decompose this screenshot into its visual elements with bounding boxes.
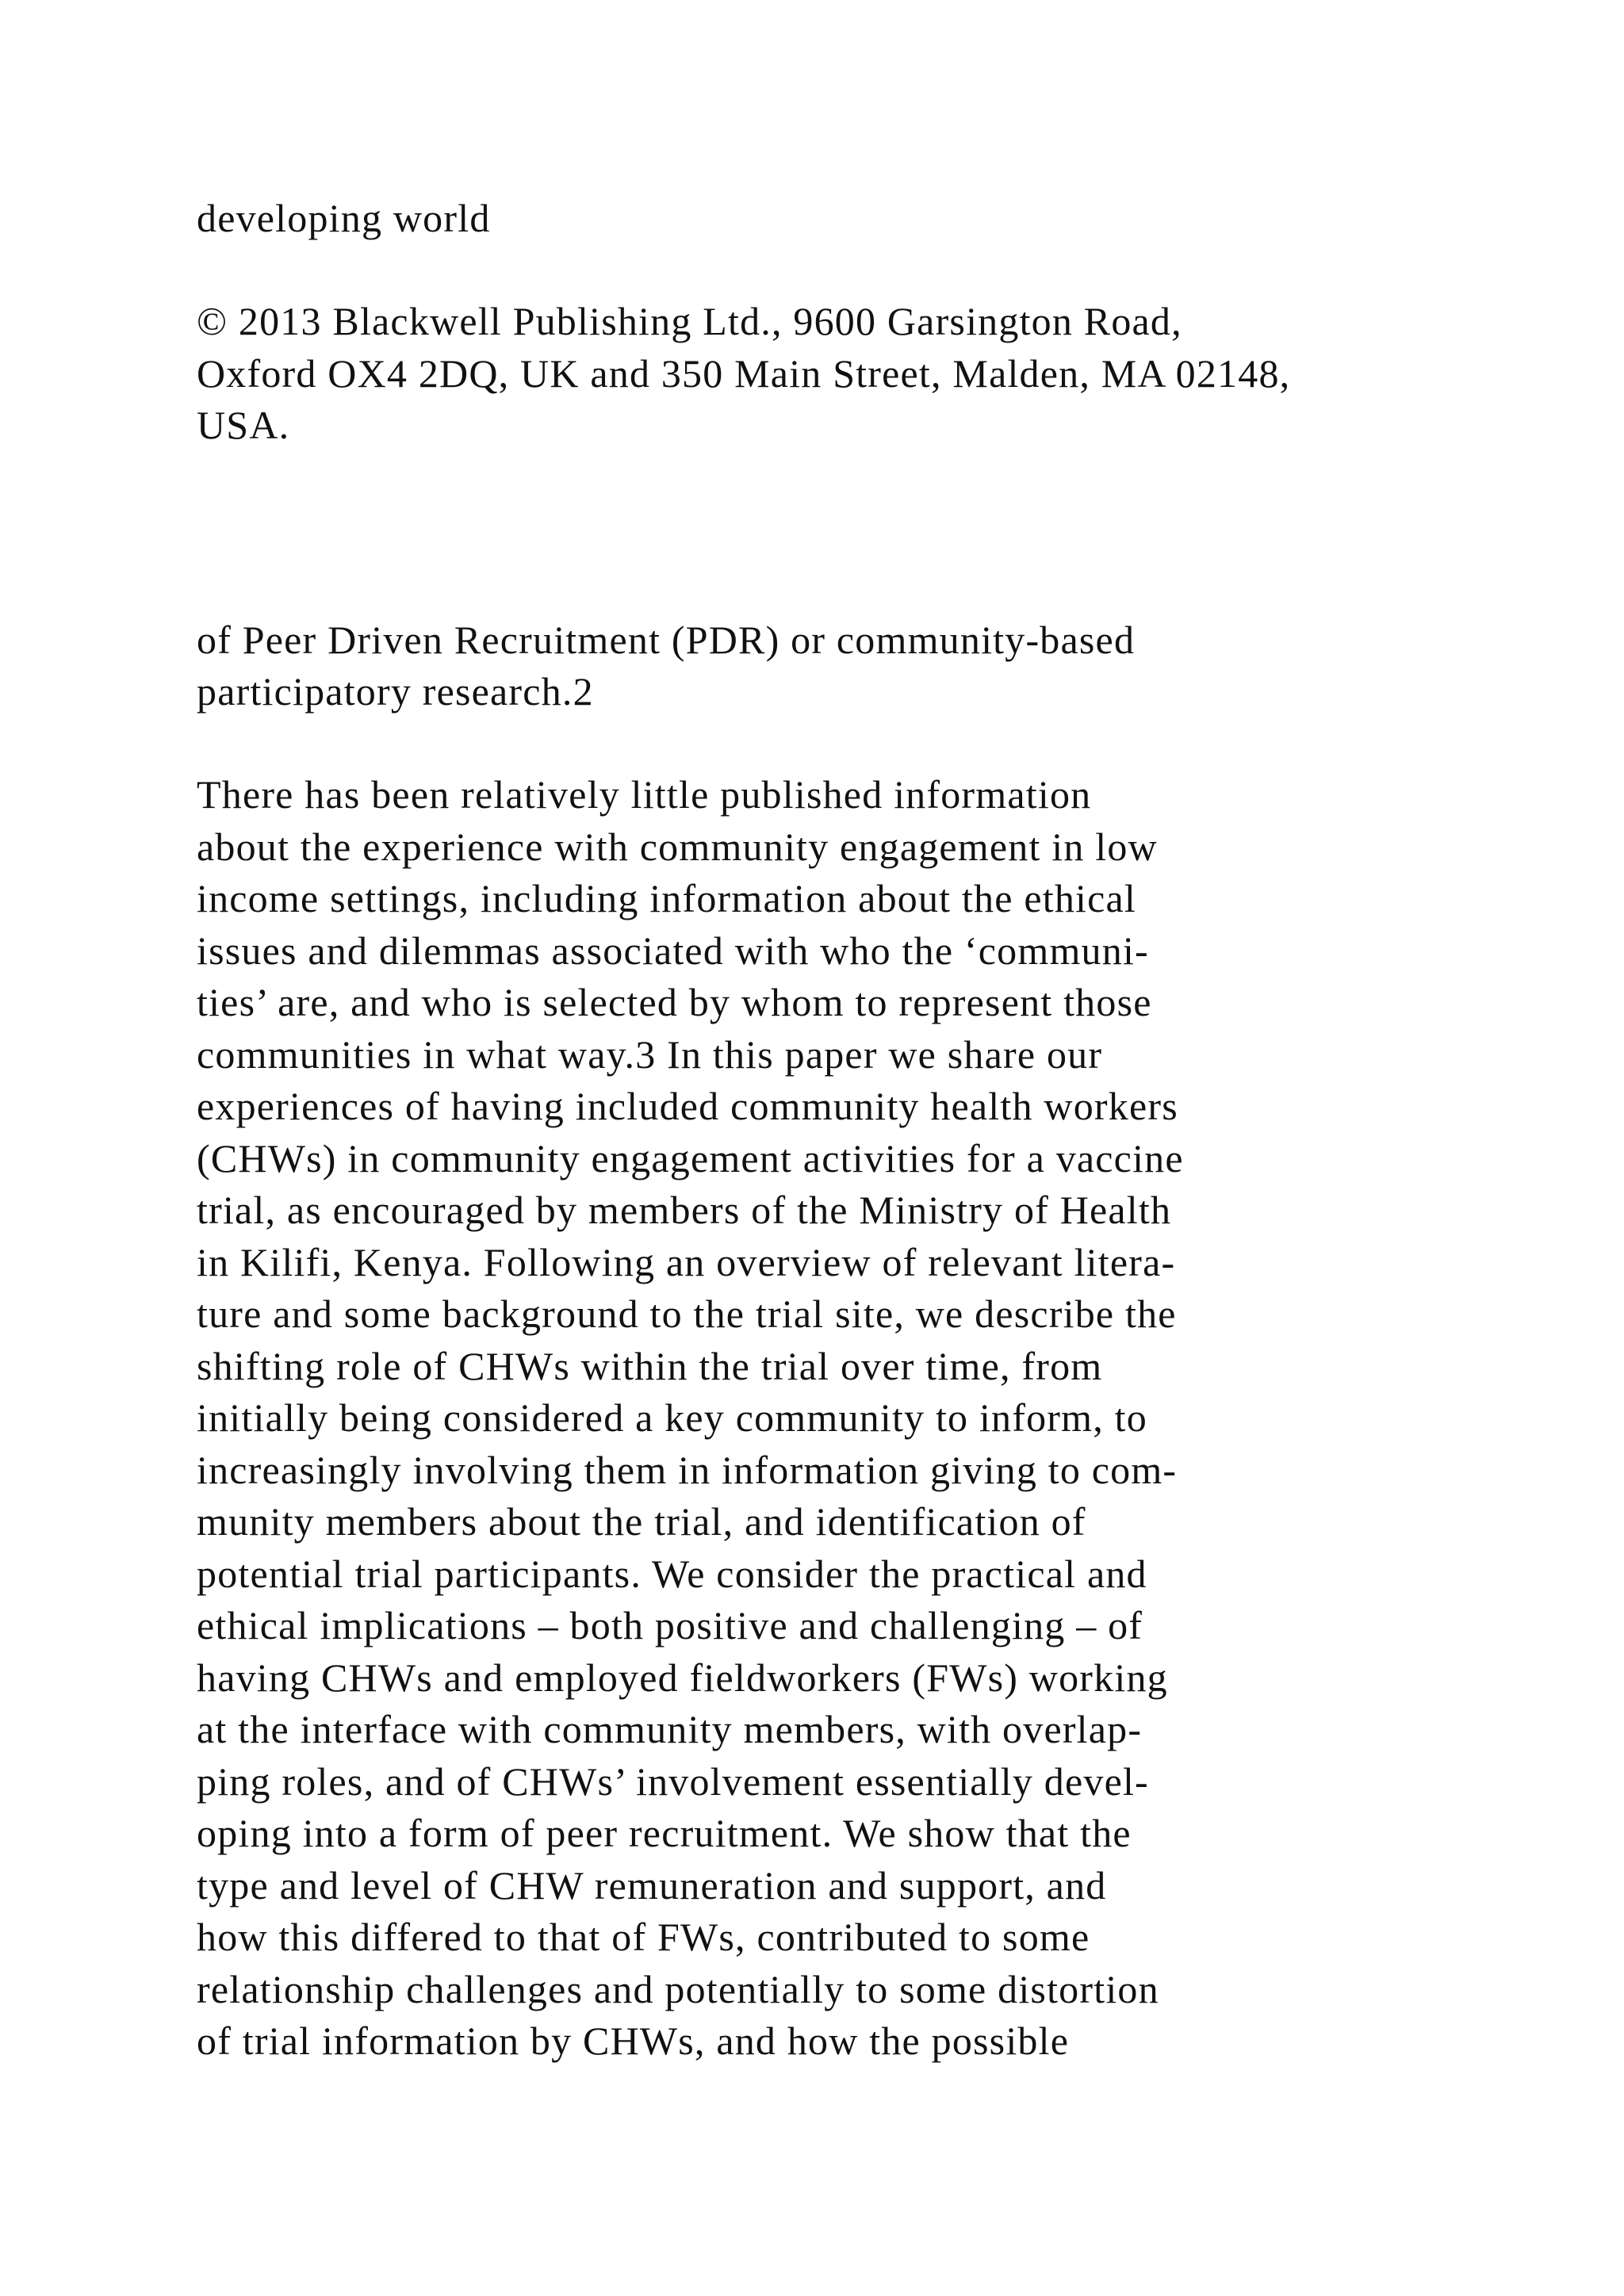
body-line: shifting role of CHWs within the trial over time, from <box>197 1344 1103 1388</box>
body-line: (CHWs) in community engagement activities for a vaccine <box>197 1136 1184 1181</box>
body-line: ture and some background to the trial site, we describe the <box>197 1292 1177 1336</box>
body-line: having CHWs and employed fieldworkers (FWs) working <box>197 1655 1168 1700</box>
body-line: communities in what way.3 In this paper we share our <box>197 1032 1103 1077</box>
body-line: issues and dilemmas associated with who the ‘communi- <box>197 928 1149 973</box>
copyright-line: Oxford OX4 2DQ, UK and 350 Main Street, Malden, MA 02148, <box>197 351 1291 396</box>
running-head: developing world <box>197 196 491 240</box>
copyright-line: USA. <box>197 403 290 447</box>
body-line: There has been relatively little published information <box>197 772 1092 817</box>
body-line: of trial information by CHWs, and how the possible <box>197 2019 1070 2063</box>
body-line: of Peer Driven Recruitment (PDR) or community-based <box>197 618 1136 662</box>
body-line: experiences of having included community health workers <box>197 1084 1178 1128</box>
body-line: how this differed to that of FWs, contributed to some <box>197 1915 1090 1959</box>
body-line: oping into a form of peer recruitment. We show that the <box>197 1811 1132 1855</box>
body-line: munity members about the trial, and identification of <box>197 1499 1086 1544</box>
body-line: relationship challenges and potentially to some distortion <box>197 1967 1159 2011</box>
body-line: ties’ are, and who is selected by whom to represent those <box>197 980 1152 1024</box>
body-line: trial, as encouraged by members of the Ministry of Health <box>197 1188 1172 1232</box>
body-line: at the interface with community members, with overlap- <box>197 1707 1143 1751</box>
body-line: potential trial participants. We consider the practical and <box>197 1552 1147 1596</box>
body-line: type and level of CHW remuneration and support, and <box>197 1863 1107 1908</box>
body-line: income settings, including information about the ethical <box>197 876 1136 920</box>
copyright-line: © 2013 Blackwell Publishing Ltd., 9600 Garsington Road, <box>197 299 1182 343</box>
body-line: in Kilifi, Kenya. Following an overview of relevant litera- <box>197 1240 1176 1284</box>
body-line: increasingly involving them in information giving to com- <box>197 1448 1178 1492</box>
body-line: initially being considered a key community to inform, to <box>197 1395 1147 1440</box>
body-line: participatory research.2 <box>197 669 594 714</box>
body-line: ping roles, and of CHWs’ involvement essentially devel- <box>197 1759 1149 1804</box>
body-line: ethical implications – both positive and challenging – of <box>197 1603 1143 1647</box>
body-line: about the experience with community engagement in low <box>197 825 1158 869</box>
